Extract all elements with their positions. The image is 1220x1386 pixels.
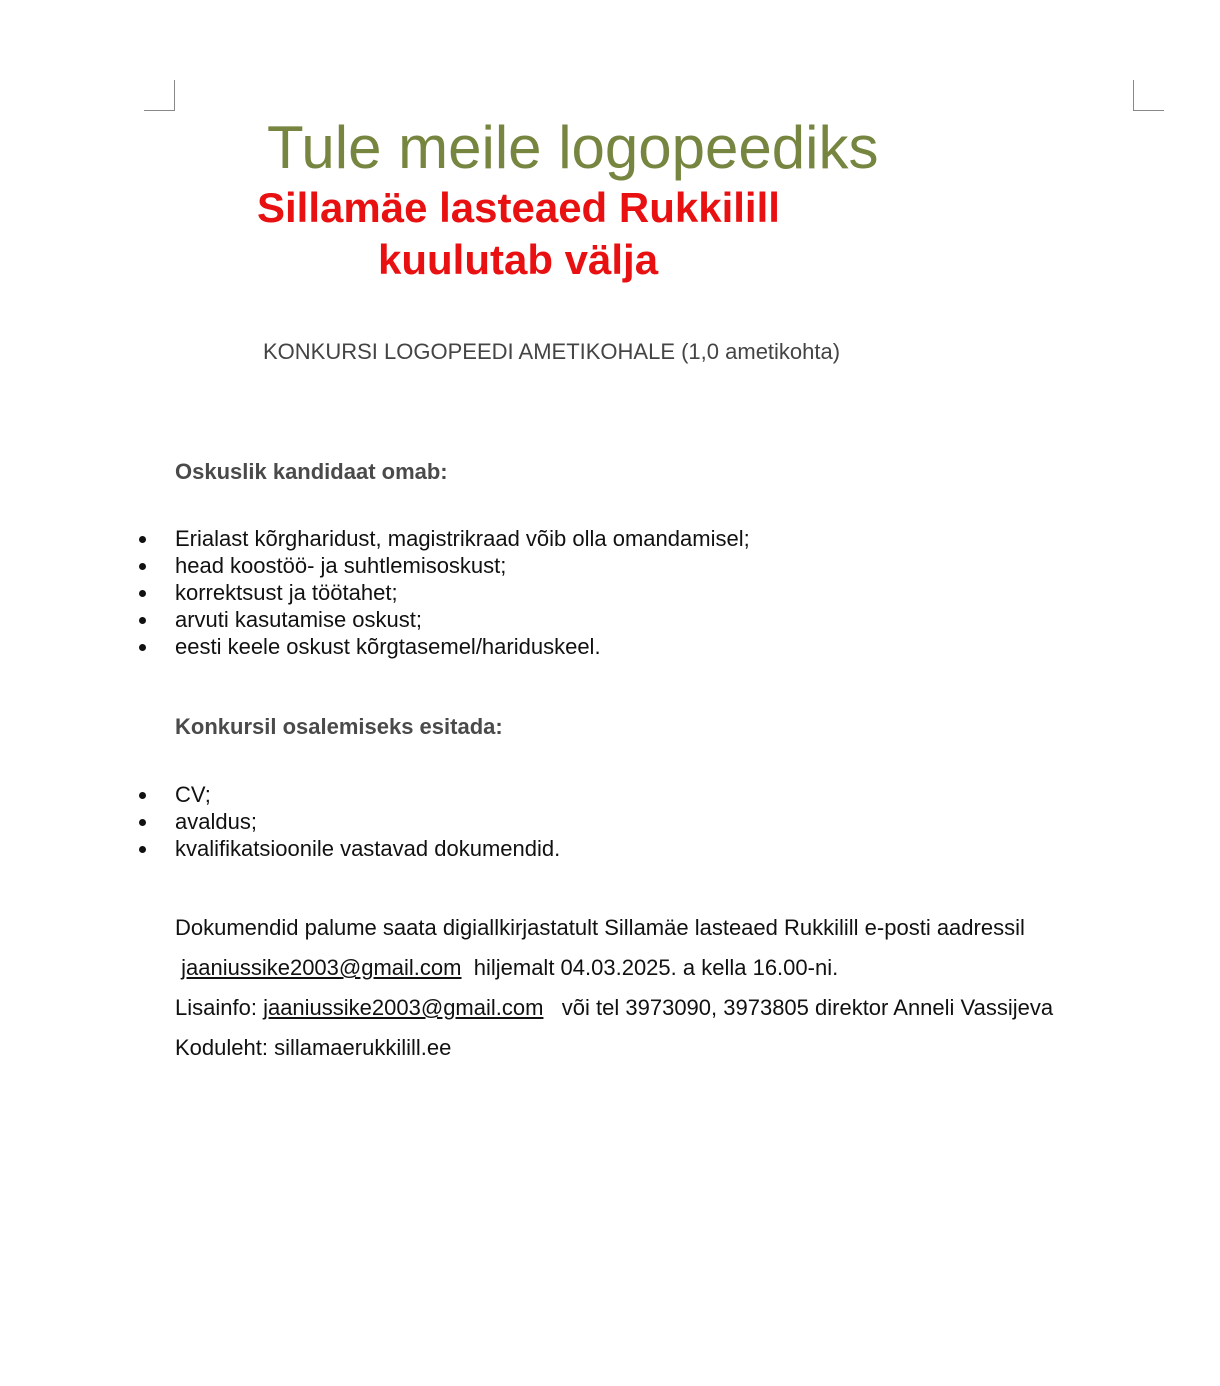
list-item-text: head koostöö- ja suhtlemisoskust;	[175, 553, 507, 578]
bullet-icon	[139, 792, 146, 799]
bullet-icon	[139, 644, 146, 651]
bullet-icon	[139, 590, 146, 597]
list-item-text: eesti keele oskust kõrgtasemel/hariduskeel.	[175, 634, 601, 659]
competition-heading: KONKURSI LOGOPEEDI AMETIKOHALE (1,0 ametikohta)	[263, 339, 841, 364]
email-link[interactable]: jaaniussike2003@gmail.com	[263, 995, 544, 1020]
list-item-text: arvuti kasutamise oskust;	[175, 607, 422, 632]
documents-label: Konkursil osalemiseks esitada:	[175, 714, 503, 739]
list-item-text: kvalifikatsioonile vastavad dokumendid.	[175, 836, 561, 861]
bullet-icon	[139, 846, 146, 853]
phone-director-text: või tel 3973090, 3973805 direktor Anneli Vassijeva	[561, 995, 1054, 1020]
requirements-label: Oskuslik kandidaat omab:	[175, 459, 448, 484]
submission-deadline-line	[175, 954, 838, 982]
submission-instructions: Dokumendid palume saata digiallkirjastatult Sillamäe lasteaed Rukkilill e-posti aadressil	[175, 915, 1025, 940]
list-item-text: CV;	[175, 782, 211, 807]
homepage-line: Koduleht: sillamaerukkilill.ee	[175, 1035, 452, 1060]
subtitle-line-1: Sillamäe lasteaed Rukkilill	[257, 184, 780, 231]
subtitle-line-2: kuulutab välja	[378, 236, 659, 283]
list-item-text: korrektsust ja töötahet;	[175, 580, 398, 605]
deadline-text: hiljemalt 04.03.2025. a kella 16.00-ni.	[473, 955, 839, 980]
page-title: Tule meile logopeediks	[267, 114, 879, 181]
list-item-text: avaldus;	[175, 809, 257, 834]
email-link[interactable]: jaaniussike2003@gmail.com	[181, 955, 462, 980]
bullet-icon	[139, 536, 146, 543]
page-margin-corner-top-left	[144, 80, 175, 111]
bullet-icon	[139, 563, 146, 570]
list-item-text: Erialast kõrgharidust, magistrikraad võib olla omandamisel;	[175, 526, 750, 551]
bullet-icon	[139, 819, 146, 826]
page-margin-corner-top-right	[1133, 80, 1164, 111]
info-prefix: Lisainfo:	[175, 995, 257, 1020]
bullet-icon	[139, 617, 146, 624]
additional-info-line	[175, 994, 1053, 1022]
